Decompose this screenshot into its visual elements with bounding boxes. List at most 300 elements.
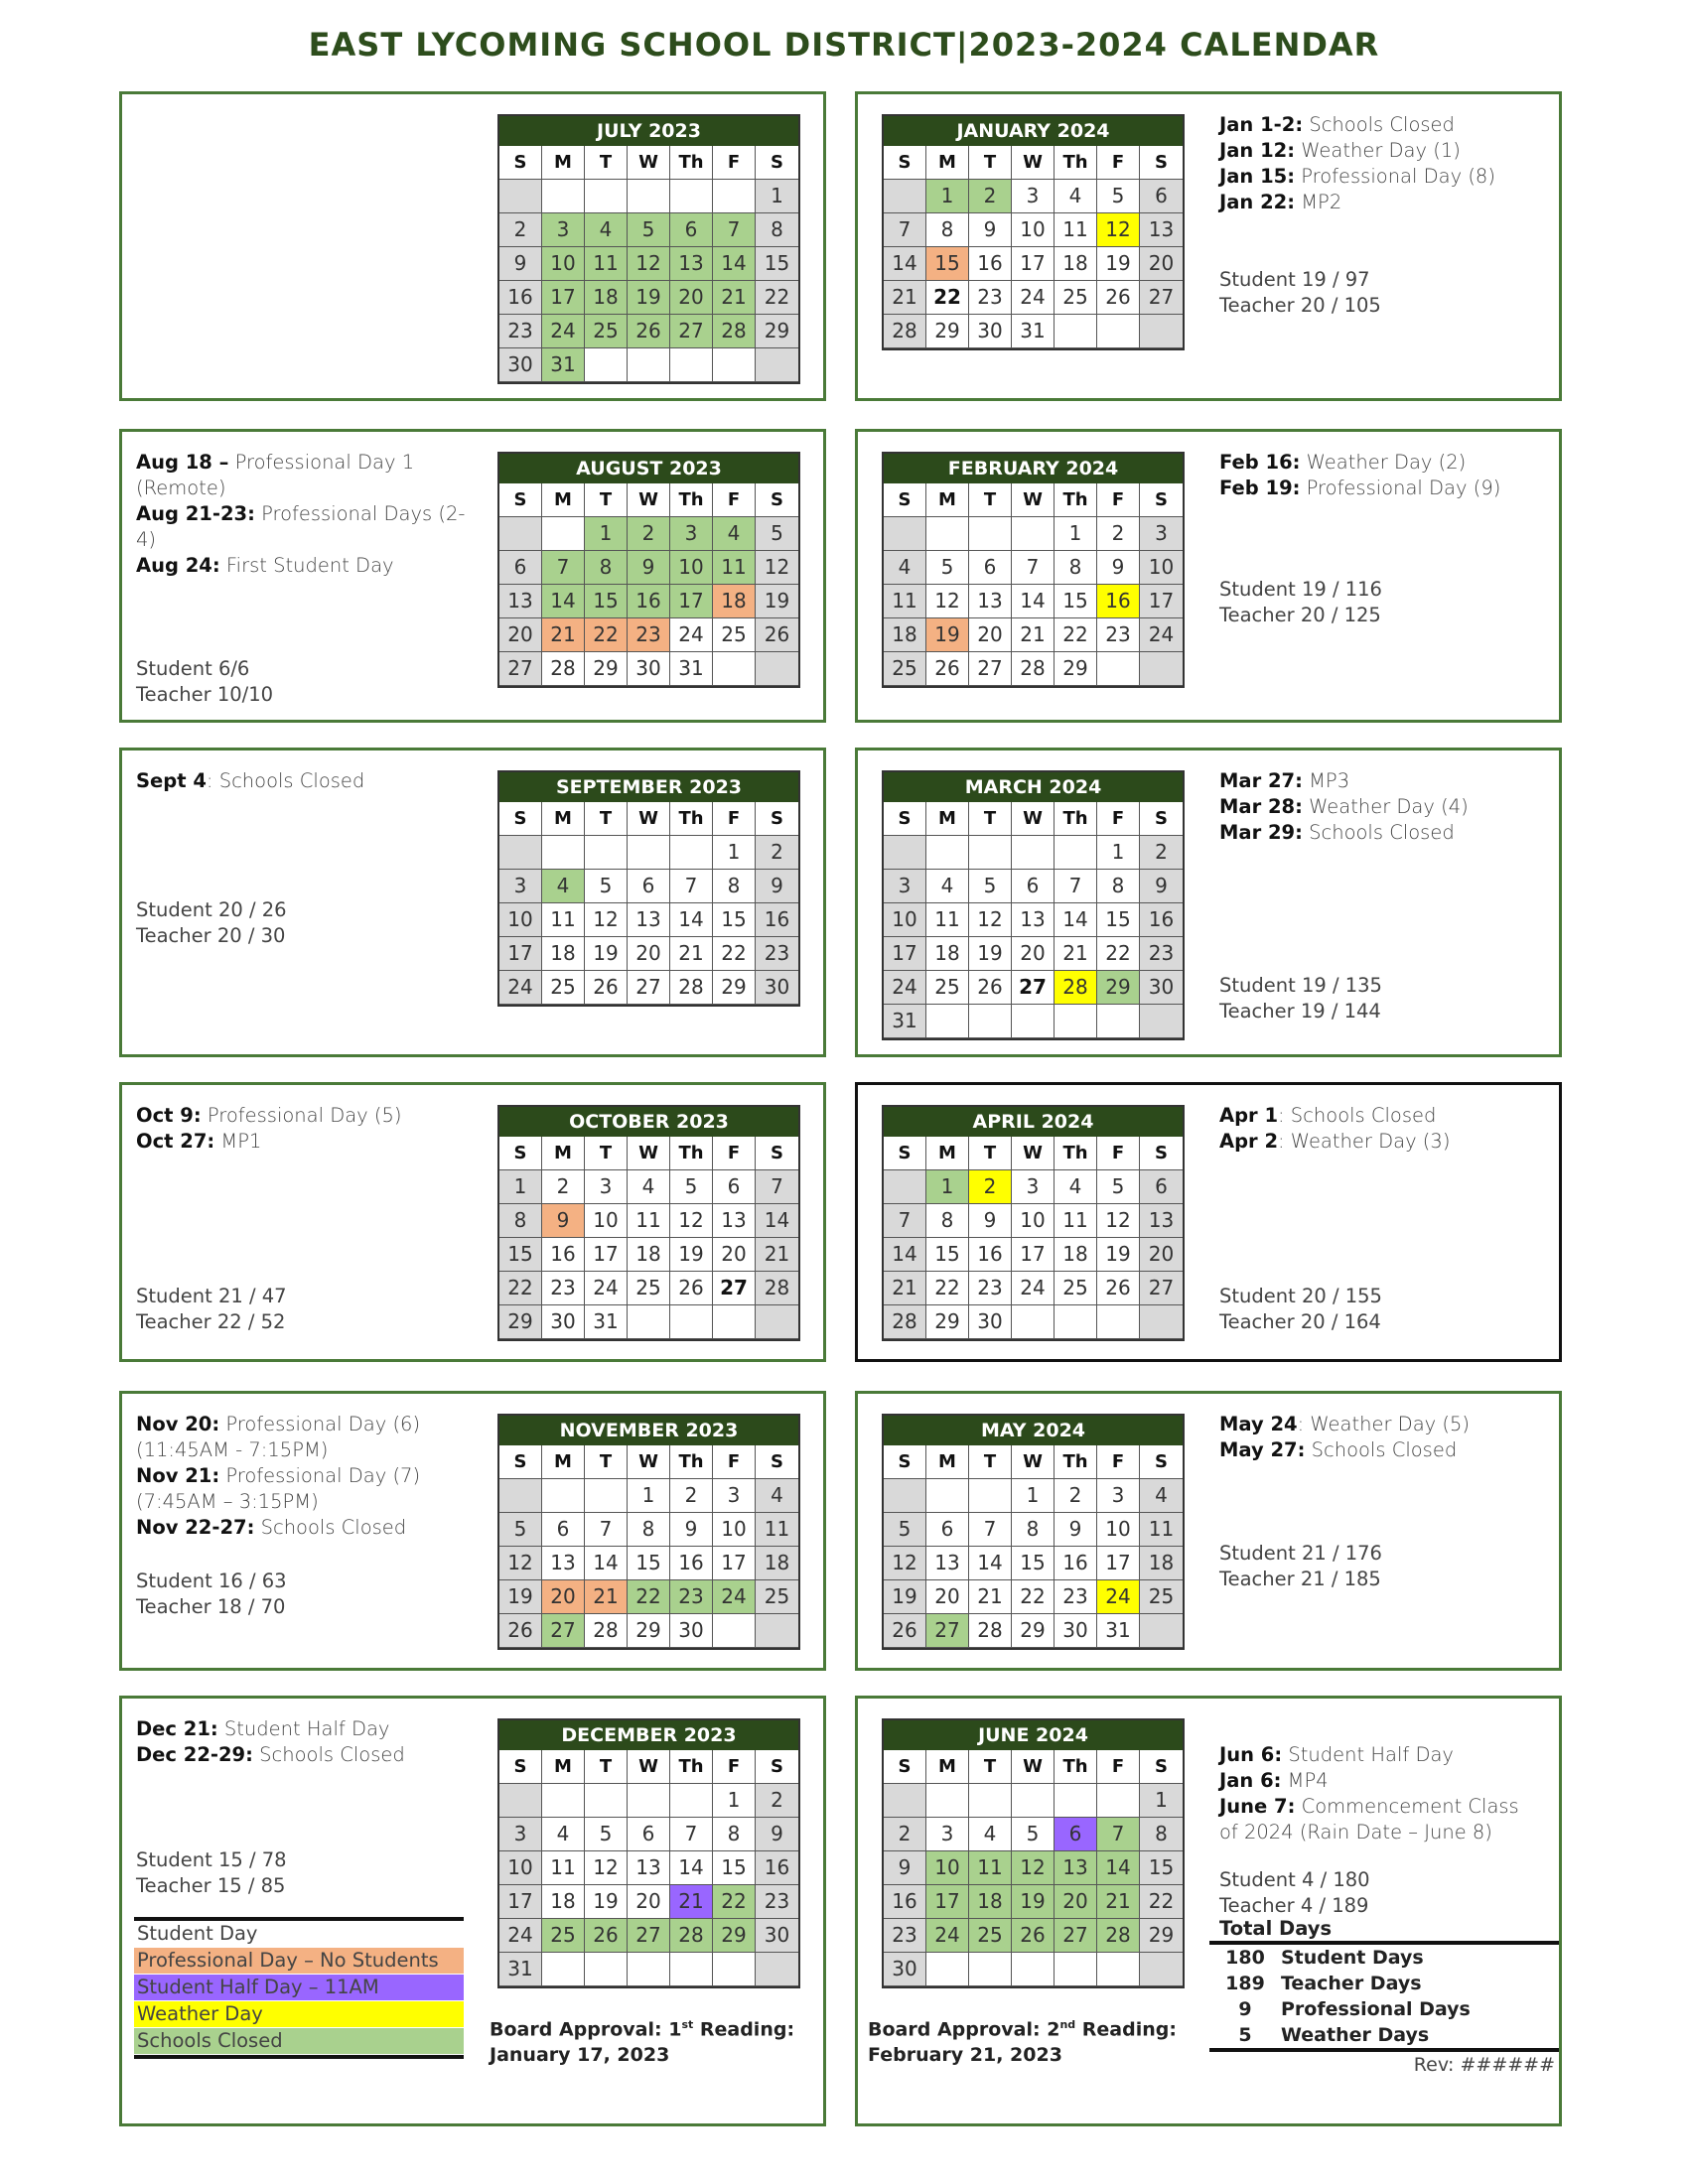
calendar-day: 4 — [1055, 180, 1097, 213]
month-title: JULY 2023 — [499, 116, 798, 146]
weekday-header: F — [1097, 1750, 1140, 1784]
calendar-empty-cell — [670, 1953, 713, 1986]
calendar-day: 11 — [1140, 1513, 1183, 1547]
weekday-header: S — [884, 1137, 926, 1170]
weekday-header: W — [628, 483, 670, 517]
calendar-day: 14 — [884, 1238, 926, 1272]
calendar-day: 13 — [542, 1547, 585, 1580]
calendar-empty-cell — [884, 180, 926, 213]
calendar-day: 11 — [542, 1851, 585, 1885]
calendar-empty-cell — [926, 517, 969, 551]
calendar-day: 16 — [884, 1885, 926, 1919]
calendar-day: 31 — [542, 348, 585, 382]
calendar-day: 1 — [628, 1479, 670, 1513]
calendar-day: 5 — [628, 213, 670, 247]
december-counts — [136, 1847, 287, 1899]
note-line: Apr 1: Schools Closed — [1219, 1104, 1437, 1127]
weekday-header: T — [585, 1750, 628, 1784]
calendar-day: 8 — [628, 1513, 670, 1547]
calendar-empty-cell — [585, 348, 628, 382]
note-line: Dec 22-29: Schools Closed — [136, 1743, 405, 1766]
august-counts — [136, 656, 273, 708]
calendar-empty-cell — [969, 1784, 1012, 1818]
note-line: Aug 21-23: Professional Days (2- — [136, 502, 466, 525]
calendar-day: 26 — [1097, 281, 1140, 315]
calendar-day: 4 — [542, 1818, 585, 1851]
calendar-day: 22 — [1097, 937, 1140, 971]
weekday-header: Th — [1055, 1137, 1097, 1170]
calendar-empty-cell — [926, 836, 969, 870]
calendar-day: 10 — [1012, 1204, 1055, 1238]
calendar-day: 21 — [756, 1238, 798, 1272]
weekday-header: F — [713, 483, 756, 517]
total-days-heading: Total Days — [1209, 1917, 1559, 1945]
calendar-day: 6 — [1140, 180, 1183, 213]
calendar-day: 7 — [670, 870, 713, 903]
calendar-day: 10 — [884, 903, 926, 937]
calendar-day: 13 — [628, 1851, 670, 1885]
calendar-day: 12 — [628, 247, 670, 281]
month-title: AUGUST 2023 — [499, 454, 798, 483]
calendar-day: 9 — [756, 1818, 798, 1851]
calendar-day: 6 — [628, 870, 670, 903]
day-count-line: Student 16 / 63 — [136, 1570, 287, 1592]
note-line: Oct 9: Professional Day (5) — [136, 1104, 402, 1127]
calendar-day: 3 — [884, 870, 926, 903]
calendar-day: 9 — [1140, 870, 1183, 903]
calendar-day: 15 — [756, 247, 798, 281]
calendar-day: 27 — [499, 652, 542, 686]
month-title: SEPTEMBER 2023 — [499, 772, 798, 802]
calendar-day: 6 — [713, 1170, 756, 1204]
calendar-day: 19 — [1097, 1238, 1140, 1272]
calendar-empty-cell — [499, 1784, 542, 1818]
calendar-day: 24 — [585, 1272, 628, 1305]
calendar-day: 24 — [1140, 618, 1183, 652]
note-line: (11:45AM - 7:15PM) — [136, 1438, 329, 1461]
weekday-header: M — [542, 1445, 585, 1479]
weekday-header: S — [499, 1445, 542, 1479]
day-count-line: Teacher 19 / 144 — [1219, 1000, 1381, 1023]
calendar-day: 12 — [1097, 213, 1140, 247]
calendar-day: 5 — [499, 1513, 542, 1547]
weekday-header: Th — [1055, 1445, 1097, 1479]
calendar-day: 11 — [756, 1513, 798, 1547]
day-count-line: Student 20 / 155 — [1219, 1285, 1382, 1307]
month-title: MAY 2024 — [884, 1416, 1183, 1445]
calendar-empty-cell — [628, 1784, 670, 1818]
calendar-day: 3 — [1097, 1479, 1140, 1513]
calendar-day: 9 — [756, 870, 798, 903]
calendar-day: 27 — [670, 315, 713, 348]
calendar-day: 25 — [756, 1580, 798, 1614]
calendar-day: 30 — [628, 652, 670, 686]
calendar-day: 21 — [884, 281, 926, 315]
calendar-day: 18 — [1140, 1547, 1183, 1580]
weekday-header: F — [1097, 1137, 1140, 1170]
calendar-day: 23 — [628, 618, 670, 652]
calendar-day: 11 — [542, 903, 585, 937]
calendar-day: 3 — [585, 1170, 628, 1204]
calendar-empty-cell — [926, 1784, 969, 1818]
calendar-day: 8 — [756, 213, 798, 247]
calendar-day: 18 — [926, 937, 969, 971]
weekday-header: S — [499, 1750, 542, 1784]
calendar-day: 16 — [628, 585, 670, 618]
calendar-day: 31 — [884, 1005, 926, 1038]
calendar-day: 16 — [969, 247, 1012, 281]
note-line: Nov 20: Professional Day (6) — [136, 1413, 421, 1435]
calendar-day: 7 — [670, 1818, 713, 1851]
calendar-empty-cell — [1097, 1005, 1140, 1038]
calendar-day: 12 — [926, 585, 969, 618]
october-counts — [136, 1284, 287, 1335]
weekday-header: Th — [670, 483, 713, 517]
weekday-header: M — [542, 483, 585, 517]
board-approval-second-reading: Board Approval: 2nd Reading: February 21, 2023 — [868, 2018, 1177, 2067]
calendar-day: 24 — [1012, 1272, 1055, 1305]
calendar-day: 3 — [542, 213, 585, 247]
calendar-empty-cell — [969, 1005, 1012, 1038]
calendar-day: 14 — [884, 247, 926, 281]
calendar-empty-cell — [713, 348, 756, 382]
calendar-empty-cell — [884, 517, 926, 551]
calendar-day: 11 — [926, 903, 969, 937]
calendar-day: 13 — [713, 1204, 756, 1238]
calendar-day: 8 — [713, 1818, 756, 1851]
day-count-line: Student 15 / 78 — [136, 1848, 287, 1871]
calendar-day: 2 — [756, 1784, 798, 1818]
calendar-empty-cell — [585, 836, 628, 870]
legend-weather-day: Weather Day — [134, 2001, 464, 2028]
calendar-day: 31 — [1012, 315, 1055, 348]
calendar-day: 27 — [1140, 281, 1183, 315]
weekday-header: S — [756, 802, 798, 836]
calendar-day: 2 — [756, 836, 798, 870]
calendar-day: 2 — [542, 1170, 585, 1204]
calendar-day: 4 — [756, 1479, 798, 1513]
calendar-day: 7 — [542, 551, 585, 585]
weekday-header: S — [1140, 802, 1183, 836]
calendar-day: 17 — [1012, 247, 1055, 281]
calendar-day: 10 — [585, 1204, 628, 1238]
calendar-day: 28 — [1012, 652, 1055, 686]
calendar-empty-cell — [1012, 836, 1055, 870]
calendar-empty-cell — [628, 836, 670, 870]
note-line: Nov 22-27: Schools Closed — [136, 1516, 407, 1539]
calendar-empty-cell — [926, 1953, 969, 1986]
note-line: Mar 29: Schools Closed — [1219, 821, 1455, 844]
weekday-header: S — [756, 1750, 798, 1784]
calendar-day: 25 — [1140, 1580, 1183, 1614]
weekday-header: Th — [670, 1445, 713, 1479]
calendar-december-2023 — [497, 1718, 800, 1988]
calendar-day: 14 — [713, 247, 756, 281]
calendar-day: 29 — [756, 315, 798, 348]
november-notes — [136, 1412, 420, 1541]
calendar-day: 5 — [585, 1818, 628, 1851]
calendar-empty-cell — [628, 348, 670, 382]
day-count-line: Teacher 10/10 — [136, 683, 274, 706]
calendar-day: 19 — [884, 1580, 926, 1614]
weekday-header: M — [926, 1445, 969, 1479]
day-count-line: Student 4 / 180 — [1219, 1868, 1370, 1891]
september-counts — [136, 897, 287, 949]
calendar-march-2024 — [882, 770, 1185, 1040]
calendar-day: 24 — [499, 1919, 542, 1953]
calendar-day: 28 — [670, 1919, 713, 1953]
september-notes — [136, 768, 364, 794]
calendar-day: 15 — [1055, 585, 1097, 618]
note-line: Dec 21: Student Half Day — [136, 1717, 390, 1740]
calendar-day: 18 — [585, 281, 628, 315]
note-line: (7:45AM – 3:15PM) — [136, 1490, 319, 1513]
calendar-empty-cell — [542, 1784, 585, 1818]
calendar-day: 24 — [542, 315, 585, 348]
calendar-day: 1 — [585, 517, 628, 551]
calendar-day: 26 — [1012, 1919, 1055, 1953]
calendar-day: 27 — [969, 652, 1012, 686]
calendar-day: 30 — [1140, 971, 1183, 1005]
calendar-day: 6 — [1012, 870, 1055, 903]
calendar-day: 28 — [670, 971, 713, 1005]
calendar-empty-cell — [1055, 1784, 1097, 1818]
calendar-november-2023 — [497, 1414, 800, 1650]
calendar-day: 23 — [756, 937, 798, 971]
calendar-day: 4 — [969, 1818, 1012, 1851]
calendar-day: 7 — [713, 213, 756, 247]
calendar-empty-cell — [499, 180, 542, 213]
calendar-day: 21 — [670, 937, 713, 971]
calendar-empty-cell — [756, 1305, 798, 1339]
calendar-empty-cell — [628, 180, 670, 213]
calendar-day: 29 — [926, 1305, 969, 1339]
calendar-day: 4 — [628, 1170, 670, 1204]
calendar-empty-cell — [969, 1953, 1012, 1986]
calendar-day: 20 — [670, 281, 713, 315]
calendar-day: 27 — [1012, 971, 1055, 1005]
calendar-empty-cell — [585, 180, 628, 213]
calendar-day: 1 — [926, 180, 969, 213]
calendar-day: 16 — [1097, 585, 1140, 618]
calendar-day: 3 — [670, 517, 713, 551]
calendar-day: 9 — [1055, 1513, 1097, 1547]
calendar-day: 10 — [499, 1851, 542, 1885]
calendar-day: 17 — [585, 1238, 628, 1272]
calendar-day: 12 — [1097, 1204, 1140, 1238]
calendar-empty-cell — [585, 1479, 628, 1513]
calendar-day: 24 — [926, 1919, 969, 1953]
calendar-day: 2 — [628, 517, 670, 551]
calendar-day: 21 — [884, 1272, 926, 1305]
weekday-header: W — [628, 146, 670, 180]
calendar-empty-cell — [1012, 1305, 1055, 1339]
calendar-day: 29 — [1140, 1919, 1183, 1953]
weekday-header: S — [756, 483, 798, 517]
october-notes — [136, 1103, 402, 1155]
calendar-empty-cell — [1055, 315, 1097, 348]
calendar-day: 24 — [670, 618, 713, 652]
weekday-header: F — [713, 1137, 756, 1170]
calendar-day: 21 — [542, 618, 585, 652]
calendar-day: 22 — [585, 618, 628, 652]
day-count-line: Student 6/6 — [136, 657, 250, 680]
calendar-day: 2 — [969, 180, 1012, 213]
calendar-day: 27 — [1140, 1272, 1183, 1305]
calendar-day: 25 — [926, 971, 969, 1005]
calendar-day: 10 — [542, 247, 585, 281]
calendar-day: 24 — [1012, 281, 1055, 315]
calendar-july-2023 — [497, 114, 800, 384]
weekday-header: W — [1012, 1137, 1055, 1170]
calendar-empty-cell — [670, 180, 713, 213]
calendar-day: 21 — [1012, 618, 1055, 652]
weekday-header: M — [926, 802, 969, 836]
weekday-header: S — [499, 146, 542, 180]
calendar-day: 25 — [713, 618, 756, 652]
weekday-header: T — [585, 1137, 628, 1170]
day-count-line: Teacher 20 / 125 — [1219, 604, 1381, 626]
february-notes — [1219, 450, 1500, 501]
calendar-day: 5 — [926, 551, 969, 585]
day-count-line: Student 20 / 26 — [136, 898, 287, 921]
calendar-day: 6 — [926, 1513, 969, 1547]
calendar-day: 31 — [670, 652, 713, 686]
calendar-day: 23 — [1055, 1580, 1097, 1614]
calendar-day: 31 — [1097, 1614, 1140, 1648]
legend — [134, 1917, 464, 2059]
august-notes — [136, 450, 465, 579]
calendar-day: 1 — [926, 1170, 969, 1204]
calendar-empty-cell — [542, 1479, 585, 1513]
calendar-day: 27 — [713, 1272, 756, 1305]
calendar-empty-cell — [1012, 1005, 1055, 1038]
calendar-day: 26 — [585, 1919, 628, 1953]
note-line: Jan 22: MP2 — [1219, 191, 1342, 213]
weekday-header: W — [1012, 1445, 1055, 1479]
weekday-header: S — [1140, 1445, 1183, 1479]
day-count-line: Teacher 21 / 185 — [1219, 1568, 1381, 1590]
calendar-day: 14 — [1055, 903, 1097, 937]
calendar-day: 22 — [756, 281, 798, 315]
calendar-day: 14 — [969, 1547, 1012, 1580]
calendar-day: 17 — [542, 281, 585, 315]
calendar-day: 27 — [542, 1614, 585, 1648]
calendar-day: 25 — [1055, 281, 1097, 315]
calendar-empty-cell — [1055, 1305, 1097, 1339]
board-approval-first-reading: Board Approval: 1st Reading: January 17, 2023 — [490, 2018, 795, 2067]
calendar-day: 17 — [499, 1885, 542, 1919]
calendar-empty-cell — [756, 348, 798, 382]
calendar-empty-cell — [713, 652, 756, 686]
month-title: OCTOBER 2023 — [499, 1107, 798, 1137]
calendar-day: 17 — [1097, 1547, 1140, 1580]
calendar-day: 23 — [670, 1580, 713, 1614]
calendar-day: 19 — [585, 937, 628, 971]
calendar-day: 1 — [1097, 836, 1140, 870]
calendar-day: 5 — [670, 1170, 713, 1204]
weekday-header: T — [969, 1445, 1012, 1479]
calendar-empty-cell — [884, 1784, 926, 1818]
day-count-line: Teacher 20 / 164 — [1219, 1310, 1381, 1333]
day-count-line: Teacher 4 / 189 — [1219, 1894, 1369, 1917]
calendar-day: 30 — [969, 1305, 1012, 1339]
calendar-empty-cell — [1012, 1784, 1055, 1818]
calendar-april-2024 — [882, 1105, 1185, 1341]
calendar-day: 17 — [1012, 1238, 1055, 1272]
day-count-line: Teacher 20 / 105 — [1219, 294, 1381, 317]
note-line: Apr 2: Weather Day (3) — [1219, 1130, 1451, 1153]
calendar-day: 13 — [670, 247, 713, 281]
calendar-day: 20 — [628, 937, 670, 971]
calendar-day: 8 — [1012, 1513, 1055, 1547]
calendar-day: 5 — [1012, 1818, 1055, 1851]
calendar-day: 13 — [1140, 213, 1183, 247]
calendar-day: 5 — [1097, 1170, 1140, 1204]
calendar-day: 11 — [713, 551, 756, 585]
june-counts — [1219, 1867, 1370, 1919]
calendar-day: 11 — [585, 247, 628, 281]
weekday-header: F — [1097, 1445, 1140, 1479]
calendar-day: 10 — [1012, 213, 1055, 247]
april-notes — [1219, 1103, 1450, 1155]
calendar-day: 6 — [628, 1818, 670, 1851]
weekday-header: S — [756, 146, 798, 180]
day-count-line: Teacher 20 / 30 — [136, 924, 286, 947]
weekday-header: W — [1012, 1750, 1055, 1784]
calendar-day: 25 — [542, 1919, 585, 1953]
calendar-day: 3 — [1012, 1170, 1055, 1204]
calendar-day: 29 — [926, 315, 969, 348]
note-line: Sept 4: Schools Closed — [136, 769, 365, 792]
calendar-day: 18 — [969, 1885, 1012, 1919]
weekday-header: S — [884, 1750, 926, 1784]
calendar-day: 22 — [713, 1885, 756, 1919]
calendar-day: 18 — [713, 585, 756, 618]
calendar-day: 4 — [884, 551, 926, 585]
day-count-line: Student 19 / 97 — [1219, 268, 1370, 291]
weekday-header: W — [628, 1750, 670, 1784]
calendar-day: 3 — [713, 1479, 756, 1513]
calendar-day: 22 — [713, 937, 756, 971]
calendar-day: 28 — [1055, 971, 1097, 1005]
calendar-day: 21 — [969, 1580, 1012, 1614]
calendar-day: 15 — [1012, 1547, 1055, 1580]
note-line: (Remote) — [136, 477, 226, 499]
calendar-day: 20 — [1140, 247, 1183, 281]
calendar-day: 30 — [756, 971, 798, 1005]
calendar-day: 12 — [1012, 1851, 1055, 1885]
weekday-header: Th — [1055, 146, 1097, 180]
calendar-day: 23 — [884, 1919, 926, 1953]
calendar-day: 16 — [499, 281, 542, 315]
calendar-empty-cell — [713, 1953, 756, 1986]
calendar-day: 15 — [1140, 1851, 1183, 1885]
weekday-header: F — [1097, 146, 1140, 180]
calendar-day: 30 — [542, 1305, 585, 1339]
weekday-header: F — [713, 1445, 756, 1479]
calendar-day: 11 — [884, 585, 926, 618]
calendar-empty-cell — [499, 517, 542, 551]
calendar-day: 9 — [670, 1513, 713, 1547]
note-line: Jan 12: Weather Day (1) — [1219, 139, 1461, 162]
weekday-header: Th — [670, 1137, 713, 1170]
weekday-header: S — [499, 1137, 542, 1170]
calendar-day: 26 — [1097, 1272, 1140, 1305]
calendar-day: 6 — [542, 1513, 585, 1547]
calendar-day: 20 — [713, 1238, 756, 1272]
calendar-day: 29 — [499, 1305, 542, 1339]
